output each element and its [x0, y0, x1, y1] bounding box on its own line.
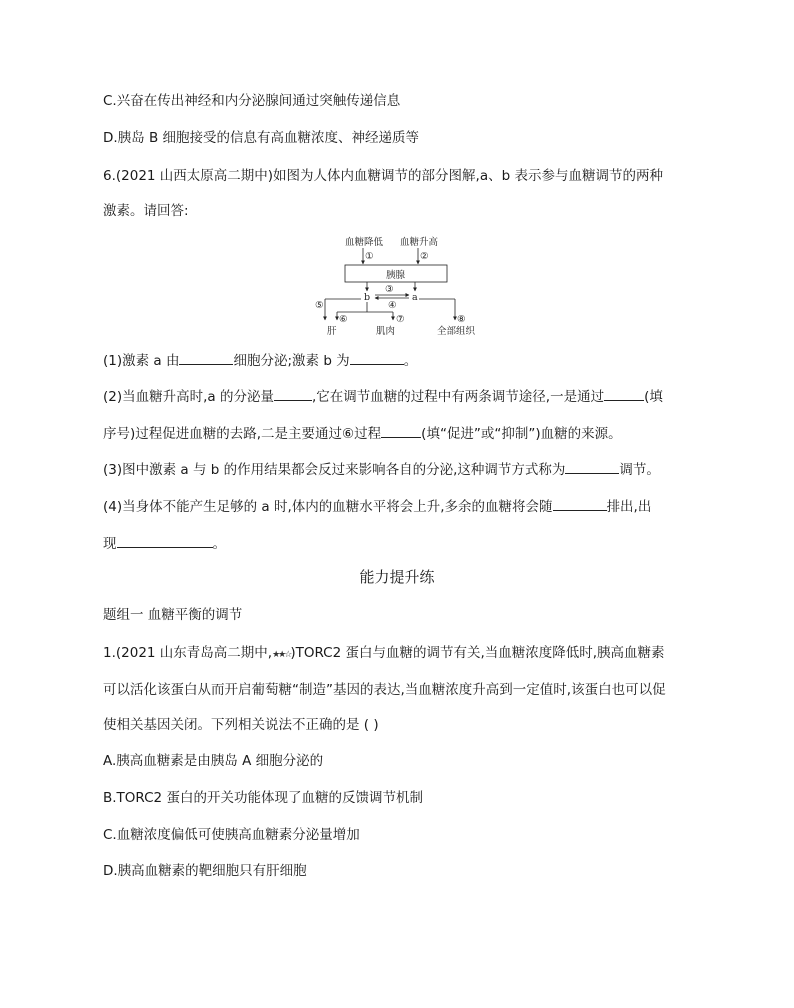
question-6-part-2: (2)当血糖升高时,a 的分泌量 ,它在调节血糖的过程中有两条调节途径,一是通过 (填 [103, 386, 663, 407]
answer-blank[interactable] [565, 459, 619, 474]
question-1-stem: 1.(2021 山东青岛高二期中,★★☆)TORC2 蛋白与血糖的调节有关,当血糖浓度降低时,胰高血糖素 [103, 645, 665, 661]
section-title: 能力提升练 [359, 568, 435, 586]
high-label: 血糖升高 [400, 237, 439, 248]
question-6-part-1: (1)激素 a 由 细胞分泌;激素 b 为 。 [103, 350, 417, 371]
step-6-label: ⑥ [339, 314, 348, 325]
question-6-part-3: (3)图中激素 a 与 b 的作用结果都会反过来影响各自的分泌,这种调节方式称为 调节。 [103, 459, 660, 480]
all-tissue-label: 全部组织 [437, 326, 476, 337]
option-c-prev: C.兴奋在传出神经和内分泌腺间通过突触传递信息 [103, 93, 401, 109]
option-b: B.TORC2 蛋白的开关功能体现了血糖的反馈调节机制 [103, 790, 423, 806]
difficulty-stars-icon: ★★☆ [272, 650, 291, 660]
answer-blank[interactable] [274, 386, 312, 401]
answer-blank[interactable] [117, 533, 213, 548]
answer-blank[interactable] [553, 496, 607, 511]
hormone-a-label: a [412, 292, 418, 303]
step-1-label: ① [365, 251, 374, 262]
answer-blank[interactable] [350, 350, 404, 365]
option-a: A.胰高血糖素是由胰岛 A 细胞分泌的 [103, 753, 324, 769]
answer-blank[interactable] [604, 386, 644, 401]
option-c: C.血糖浓度偏低可使胰高血糖素分泌量增加 [103, 827, 360, 843]
question-6-part-4: (4)当身体不能产生足够的 a 时,体内的血糖水平将会上升,多余的血糖将会随 排出,出 [103, 496, 651, 517]
step-4-label: ④ [388, 300, 397, 311]
step-5-label: ⑤ [315, 300, 324, 311]
step-2-label: ② [420, 251, 429, 262]
muscle-label: 肌肉 [376, 326, 396, 337]
hormone-b-label: b [364, 292, 371, 303]
answer-blank[interactable] [179, 350, 233, 365]
question-6-part-4-cont: 现 。 [103, 533, 226, 554]
question-6-part-2-cont: 序号)过程促进血糖的去路,二是主要通过⑥过程 (填“促进”或“抑制”)血糖的来源。 [103, 423, 622, 444]
liver-label: 肝 [327, 326, 337, 337]
step-7-label: ⑦ [396, 314, 405, 325]
question-1-stem-end: 使相关基因关闭。下列相关说法不正确的是 ( ) [103, 717, 379, 733]
question-1-stem-cont: 可以活化该蛋白从而开启葡萄糖“制造”基因的表达,当血糖浓度升高到一定值时,该蛋白也可以促 [103, 682, 666, 698]
blood-sugar-diagram [305, 228, 495, 338]
question-6-stem: 6.(2021 山西太原高二期中)如图为人体内血糖调节的部分图解,a、b 表示参与血糖调节的两种 [103, 168, 663, 184]
option-d: D.胰高血糖素的靶细胞只有肝细胞 [103, 863, 307, 879]
low-label: 血糖降低 [345, 237, 384, 248]
group-title: 题组一 血糖平衡的调节 [103, 607, 243, 623]
question-6-stem-cont: 激素。请回答: [103, 203, 189, 219]
option-d-prev: D.胰岛 B 细胞接受的信息有高血糖浓度、神经递质等 [103, 130, 420, 146]
step-8-label: ⑧ [457, 314, 466, 325]
step-3-label: ③ [385, 284, 394, 295]
answer-blank[interactable] [381, 423, 421, 438]
pancreas-label: 胰腺 [386, 270, 406, 281]
